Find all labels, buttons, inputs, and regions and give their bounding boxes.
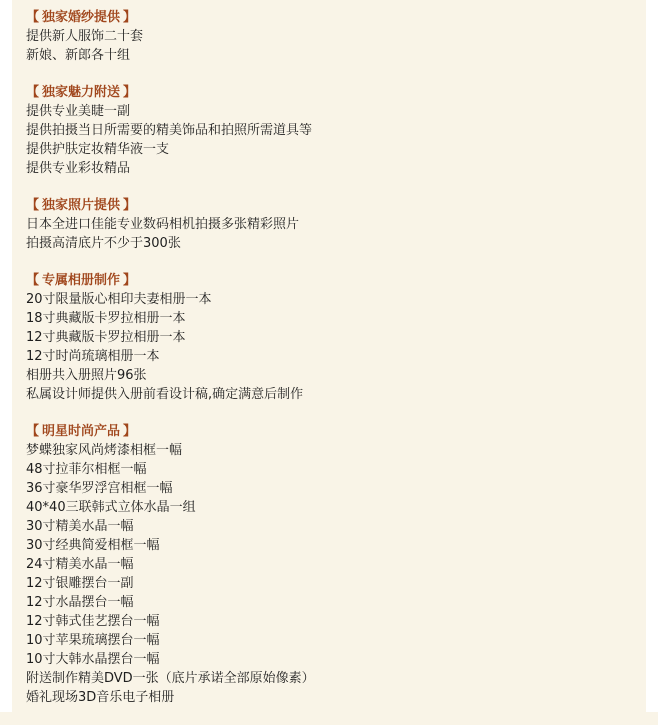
list-item: 12寸银雕摆台一副 — [26, 576, 134, 591]
list-item: 48寸拉菲尔相框一幅 — [26, 462, 147, 477]
package-section — [26, 196, 644, 253]
list-item: 24寸精美水晶一幅 — [26, 557, 134, 572]
package-details — [26, 8, 644, 725]
list-item: 婚礼现场3D音乐电子相册 — [26, 690, 175, 705]
list-item: 18寸典藏版卡罗拉相册一本 — [26, 311, 186, 326]
list-item: 提供护肤定妆精华液一支 — [26, 142, 170, 157]
list-item: 20寸限量版心相印夫妻相册一本 — [26, 292, 212, 307]
list-item: 12寸典藏版卡罗拉相册一本 — [26, 330, 186, 345]
page-right-border — [646, 0, 658, 712]
package-section — [26, 83, 644, 178]
title-bracket-close: 】 — [123, 10, 137, 25]
list-item: 10寸苹果琉璃摆台一幅 — [26, 633, 160, 648]
list-item: 提供专业美睫一副 — [26, 104, 131, 119]
title-bracket-close: 】 — [123, 273, 137, 288]
list-item: 拍摄高清底片不少于300张 — [26, 236, 181, 251]
title-bracket-open: 【 — [26, 198, 40, 213]
list-item: 30寸精美水晶一幅 — [26, 519, 134, 534]
title-bracket-close: 】 — [123, 85, 137, 100]
section-title — [26, 271, 644, 290]
section-title-text: 独家婚纱提供 — [42, 10, 121, 25]
list-item: 私属设计师提供入册前看设计稿,确定满意后制作 — [26, 387, 304, 402]
title-bracket-close: 】 — [123, 198, 137, 213]
list-item: 梦蝶独家风尚烤漆相框一幅 — [26, 443, 183, 458]
section-title — [26, 422, 644, 441]
package-section — [26, 271, 644, 404]
list-item: 36寸豪华罗浮宫相框一幅 — [26, 481, 173, 496]
package-section — [26, 8, 644, 65]
page-left-border — [0, 0, 12, 712]
section-title-text: 专属相册制作 — [42, 273, 121, 288]
title-bracket-close: 】 — [123, 424, 137, 439]
list-item: 提供拍摄当日所需要的精美饰品和拍照所需道具等 — [26, 123, 313, 138]
title-bracket-open: 【 — [26, 10, 40, 25]
package-section — [26, 422, 644, 707]
list-item: 12寸水晶摆台一幅 — [26, 595, 134, 610]
list-item: 10寸大韩水晶摆台一幅 — [26, 652, 160, 667]
list-item: 30寸经典简爱相框一幅 — [26, 538, 160, 553]
section-title-text: 独家魅力附送 — [42, 85, 121, 100]
title-bracket-open: 【 — [26, 85, 40, 100]
section-title — [26, 83, 644, 102]
title-bracket-open: 【 — [26, 273, 40, 288]
list-item: 提供新人服饰二十套 — [26, 29, 144, 44]
list-item: 新娘、新郎各十组 — [26, 48, 131, 63]
list-item: 附送制作精美DVD一张（底片承诺全部原始像素） — [26, 671, 315, 686]
list-item: 相册共入册照片96张 — [26, 368, 147, 383]
section-title-text: 明星时尚产品 — [42, 424, 121, 439]
list-item: 日本全进口佳能专业数码相机拍摄多张精彩照片 — [26, 217, 300, 232]
section-title — [26, 8, 644, 27]
list-item: 提供专业彩妆精品 — [26, 161, 131, 176]
list-item: 12寸韩式佳艺摆台一幅 — [26, 614, 160, 629]
title-bracket-open: 【 — [26, 424, 40, 439]
section-title-text: 独家照片提供 — [42, 198, 121, 213]
list-item: 12寸时尚琉璃相册一本 — [26, 349, 160, 364]
section-title — [26, 196, 644, 215]
list-item: 40*40三联韩式立体水晶一组 — [26, 500, 196, 515]
